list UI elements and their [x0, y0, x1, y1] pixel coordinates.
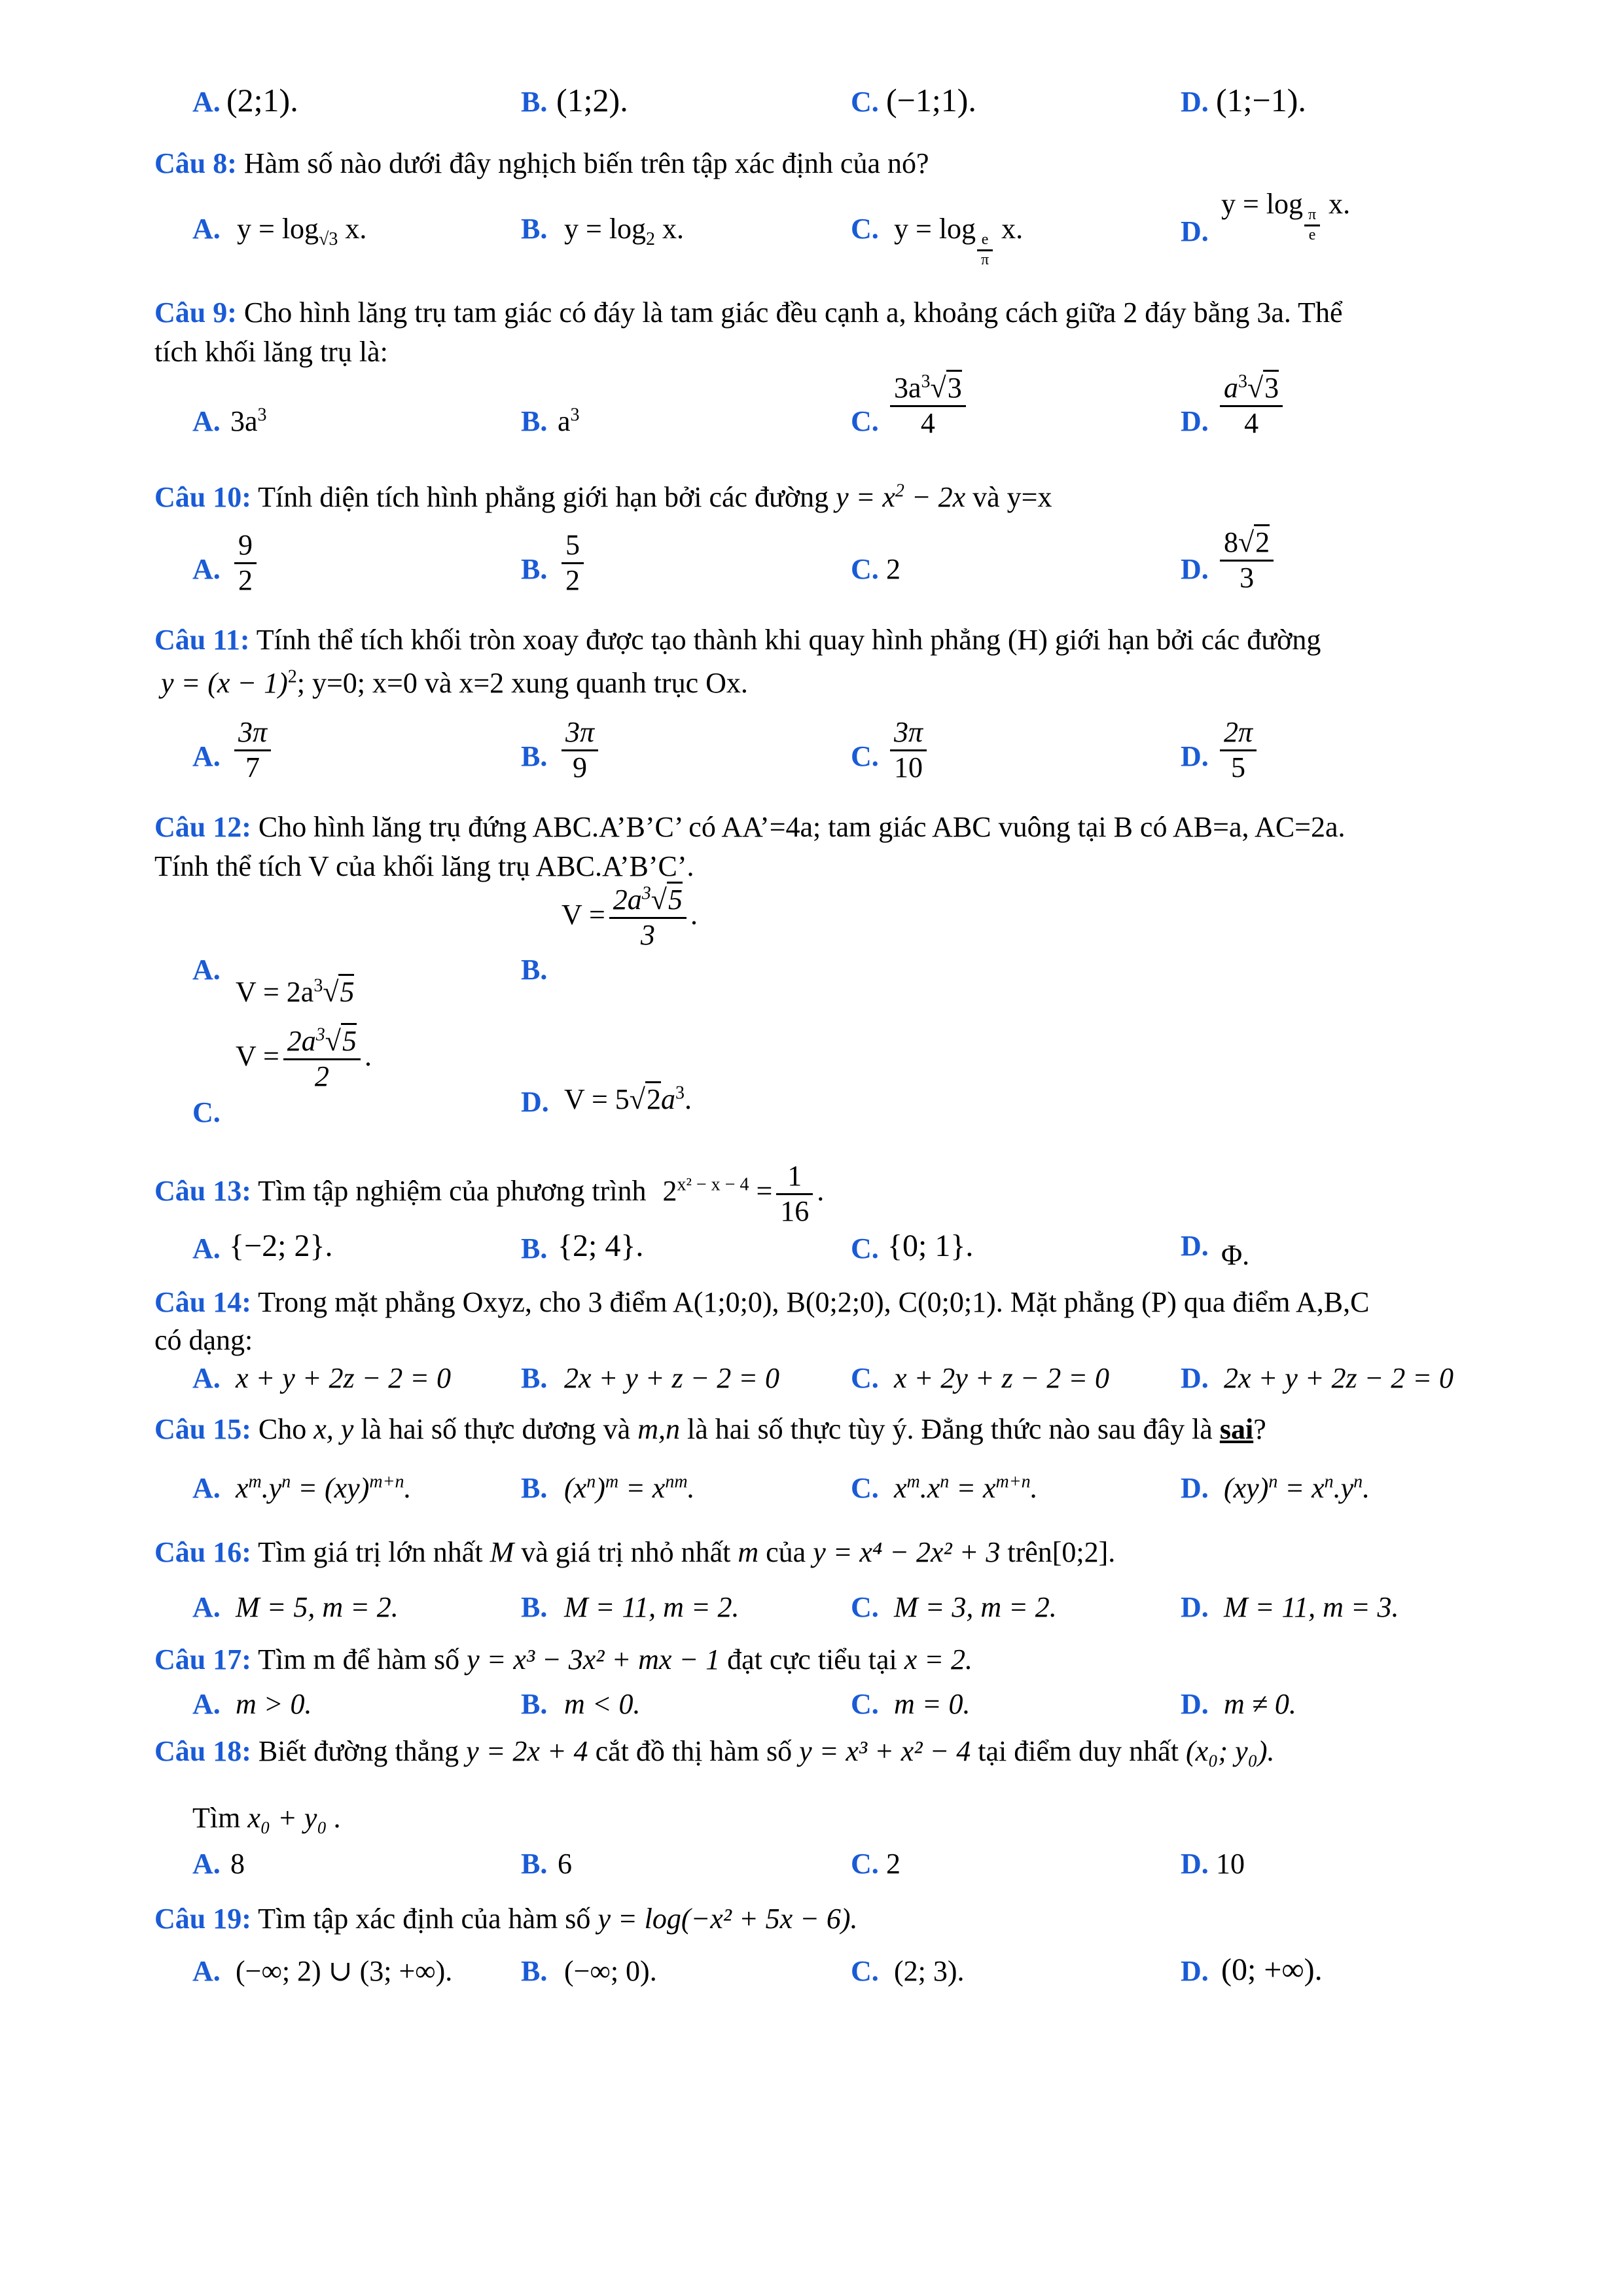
q16-option-a-label: A.	[192, 1591, 221, 1623]
q8-a-base: √3	[319, 228, 338, 249]
q19-option-b-label: B.	[521, 1955, 548, 1987]
q8-a-log: y = log	[237, 213, 319, 245]
q11-b-den: 9	[573, 751, 588, 783]
q8-b-base: 2	[646, 228, 656, 249]
q10-a-num: 9	[234, 529, 257, 564]
q17-t2: đạt cực tiểu tại	[720, 1643, 904, 1676]
q10-label: Câu 10:	[154, 481, 251, 513]
q8-c-base-den: π	[981, 251, 990, 268]
q11-stem-line2: $y = (x - 1)^2$; y=0; x=0 và x=2 xung quanh trục Ox.	[161, 666, 748, 699]
q18-option-a: 8	[230, 1848, 245, 1880]
q8-option-d	[1221, 186, 1350, 245]
q17-option-a: m > 0.	[236, 1688, 312, 1720]
q9-d-sqrt: 3	[1263, 370, 1279, 404]
q9-label: Câu 9:	[154, 296, 237, 329]
q16-expr: y = x⁴ − 2x² + 3	[813, 1536, 1001, 1568]
q18-option-b-label: B.	[521, 1848, 548, 1880]
q16-m: m	[738, 1536, 759, 1568]
q14-label: Câu 14:	[154, 1286, 251, 1318]
q11-option-b-label: B.	[521, 740, 548, 772]
q11-c-num: 3π	[890, 716, 927, 751]
q14-option-c: x + 2y + z − 2 = 0	[894, 1362, 1109, 1394]
q18-option-c-label: C.	[851, 1848, 879, 1880]
q8-option-a-label: A.	[192, 213, 221, 245]
q15-option-b: $(x^n)^m = x^{nm}$.	[564, 1471, 695, 1504]
q15-v2: m,n	[637, 1413, 680, 1445]
q9-c-num: 3a	[894, 372, 921, 404]
q7-option-b-label: B.	[521, 86, 548, 118]
q9-c-den: 4	[920, 406, 935, 439]
q11-text1: Tính thể tích khối tròn xoay được tạo thành khi quay hình phẳng (H) giới hạn bởi các đường	[256, 624, 1321, 656]
q12-d-tail: a	[660, 1083, 675, 1115]
q16-label: Câu 16:	[154, 1536, 251, 1568]
q10-option-d-label: D.	[1181, 553, 1209, 585]
q9-option-d: $\frac{a^3√3}{4}$	[1216, 372, 1287, 440]
q11-d-den: 5	[1231, 751, 1246, 783]
q9-option-a-label: A.	[192, 405, 221, 437]
q16-option-a: M = 5, m = 2.	[236, 1591, 399, 1623]
q10-expr-b: − 2x	[904, 481, 966, 513]
q8-option-b	[564, 211, 684, 247]
q8-option-a	[237, 211, 366, 247]
q7-option-b: (1;2).	[556, 82, 628, 118]
q9-b-base: a	[558, 405, 571, 437]
q13-option-c: {0; 1}.	[887, 1229, 974, 1263]
q19-option-c: (2; 3).	[894, 1955, 965, 1987]
q18-t3: tại điểm duy nhất	[971, 1735, 1186, 1767]
q18-option-c: 2	[886, 1848, 901, 1880]
q16-option-c-label: C.	[851, 1591, 879, 1623]
q7-option-c: (−1;1).	[886, 82, 976, 118]
q18-option-b: 6	[558, 1848, 572, 1880]
q9-text1: Cho hình lăng trụ tam giác có đáy là tam giác đều cạnh a, khoảng cách giữa 2 đáy bằng 3a. Thể	[243, 296, 1343, 329]
q16-interval: [0;2].	[1052, 1536, 1116, 1568]
q12-option-d-label: D.	[521, 1086, 549, 1118]
q12-b-sqrt: 5	[667, 882, 683, 916]
q13-option-a-label: A.	[192, 1232, 221, 1265]
q12-text1: Cho hình lăng trụ đứng ABC.A’B’C’ có AA’=4a; tam giác ABC vuông tại B có AB=a, AC=2a.	[258, 811, 1346, 843]
q17-label: Câu 17:	[154, 1643, 251, 1676]
q9-option-b	[558, 403, 580, 439]
q9-option-a	[230, 403, 267, 439]
q11-option-c-label: C.	[851, 740, 879, 772]
q17-option-c: m = 0.	[894, 1688, 971, 1720]
q13-option-d-label: D.	[1181, 1230, 1209, 1262]
q13-num: 1	[776, 1160, 813, 1195]
q15-option-d-label: D.	[1181, 1472, 1209, 1504]
q13-option-c-label: C.	[851, 1232, 879, 1265]
q7-option-d-label: D.	[1181, 86, 1209, 118]
q12-a-sqrt: 5	[338, 974, 354, 1008]
q14-stem-line1	[154, 1284, 1369, 1320]
q11-option-a	[230, 716, 275, 784]
q12-option-d: $V = 5√2a^3$.	[564, 1081, 692, 1117]
q8-c-end: x.	[994, 213, 1024, 245]
q7-option-c-label: C.	[851, 86, 879, 118]
q11-option-c	[886, 716, 931, 784]
q12-c-den: 2	[314, 1060, 329, 1092]
q8-option-d-label: D.	[1181, 215, 1209, 247]
q9-c-sqrt: 3	[946, 370, 962, 404]
q13-option-b: {2; 4}.	[558, 1229, 644, 1263]
q8-b-log: y = log	[564, 213, 647, 245]
q16-option-d-label: D.	[1181, 1591, 1209, 1623]
q15-stem	[154, 1411, 1266, 1447]
q12-c-num: 2a	[287, 1025, 316, 1057]
q11-option-d	[1216, 716, 1260, 784]
q8-a-end: x.	[338, 213, 367, 245]
q12-option-b-label: B.	[521, 954, 548, 986]
q17-x: x = 2.	[904, 1643, 972, 1676]
q16-option-b-label: B.	[521, 1591, 548, 1623]
q17-option-a-label: A.	[192, 1688, 221, 1720]
q10-option-c-label: C.	[851, 553, 879, 585]
q10-option-b	[558, 529, 588, 597]
q18-label: Câu 18:	[154, 1735, 251, 1767]
q12-c-pre: V =	[236, 1040, 279, 1073]
q12-label: Câu 12:	[154, 811, 251, 843]
q15-option-d: $(xy)^n = x^n.y^n$.	[1224, 1471, 1370, 1504]
q10-tail: và y=x	[965, 481, 1052, 513]
q7-option-a-label: A.	[192, 86, 221, 118]
q11-label: Câu 11:	[154, 624, 250, 656]
q12-option-c: V = $\frac{2a^3√5}{2}$ .	[236, 1025, 372, 1093]
q19-option-d: (0; +∞).	[1221, 1952, 1323, 1987]
q11-text2: ; y=0; x=0 và x=2 xung quanh trục Ox.	[296, 667, 748, 699]
q8-stem	[154, 145, 929, 181]
q8-d-base-num: π	[1304, 206, 1320, 226]
q18-e3: x₀ + y₀ .	[247, 1802, 342, 1834]
q7-option-a: (2;1).	[226, 82, 298, 118]
q14-option-a: x + y + 2z − 2 = 0	[236, 1362, 451, 1394]
q8-c-log: y = log	[894, 213, 976, 245]
q9-a-base: 3a	[230, 405, 258, 437]
q17-stem	[154, 1641, 972, 1677]
q11-d-num: 2π	[1220, 716, 1257, 751]
q14-text1: Trong mặt phẳng Oxyz, cho 3 điểm A(1;0;0), B(0;2;0), C(0;0;1). Mặt phẳng (P) qua điểm A,B,C	[258, 1286, 1370, 1318]
q16-t1: Tìm giá trị lớn nhất	[258, 1536, 490, 1568]
q12-d-pre: V = 5	[564, 1083, 630, 1115]
q10-d-num: 8	[1224, 526, 1238, 558]
q16-t4: trên	[1000, 1536, 1052, 1568]
q11-option-b	[558, 716, 602, 784]
q10-b-num: 5	[562, 529, 584, 564]
q18-option-d-label: D.	[1181, 1848, 1209, 1880]
q16-t2: và giá trị nhỏ nhất	[514, 1536, 738, 1568]
q18-stem	[154, 1733, 1275, 1769]
q9-text2: tích khối lăng trụ là:	[154, 336, 388, 368]
q15-t1: Cho	[258, 1413, 314, 1445]
q19-option-b: (−∞; 0).	[564, 1955, 657, 1987]
q10-d-den: 3	[1240, 561, 1255, 594]
q9-b-exp: 3	[570, 404, 580, 425]
q18-t1: Biết đường thẳng	[258, 1735, 467, 1767]
q13-stem: Câu 13: Tìm tập nghiệm của phương trình $2^{x^2 - x - 4}$ = $\frac{1}{16}$ .	[154, 1160, 825, 1227]
q18-option-d: 10	[1216, 1848, 1245, 1880]
q8-option-b-label: B.	[521, 213, 548, 245]
q13-option-a: {−2; 2}.	[229, 1229, 333, 1263]
q12-stem-line1	[154, 809, 1346, 845]
q13-den: 16	[780, 1194, 810, 1227]
q11-option-d-label: D.	[1181, 740, 1209, 772]
q16-stem	[154, 1534, 1115, 1570]
q12-b-den: 3	[640, 918, 655, 951]
q15-label: Câu 15:	[154, 1413, 251, 1445]
q12-a-text: V = 2a	[236, 976, 314, 1008]
q19-option-a: (−∞; 2) ∪ (3; +∞).	[236, 1955, 453, 1987]
q16-option-b: M = 11, m = 2.	[564, 1591, 740, 1623]
q12-d-sqrt: 2	[645, 1081, 661, 1115]
q19-stem	[154, 1901, 858, 1937]
q14-option-b: 2x + y + z − 2 = 0	[564, 1362, 779, 1394]
q13-option-d: Φ.	[1221, 1239, 1250, 1271]
q19-option-d-label: D.	[1181, 1955, 1209, 1987]
q17-expr: y = x³ − 3x² + mx − 1	[467, 1643, 721, 1676]
q8-b-end: x.	[655, 213, 685, 245]
q13-eq: =	[749, 1175, 773, 1208]
q12-option-c-label: C.	[192, 1096, 221, 1128]
q15-t4: ?	[1253, 1413, 1266, 1445]
q10-option-c: 2	[886, 553, 901, 585]
q10-d-sqrt: 2	[1254, 524, 1270, 558]
q11-a-num: 3π	[234, 716, 271, 751]
q17-option-b-label: B.	[521, 1688, 548, 1720]
q18-option-a-label: A.	[192, 1848, 221, 1880]
q19-t1: Tìm tập xác định của hàm số	[258, 1903, 598, 1935]
q15-option-c-label: C.	[851, 1472, 879, 1504]
q18-e1: y = 2x + 4	[466, 1735, 588, 1767]
q8-option-c	[894, 211, 1023, 270]
q10-expr: $y = x^2 - 2x$	[836, 480, 966, 513]
q17-option-b: m < 0.	[564, 1688, 641, 1720]
q12-option-a-label: A.	[192, 954, 221, 986]
q13-label: Câu 13:	[154, 1175, 251, 1208]
q10-option-a	[230, 529, 260, 597]
q7-option-d: (1;−1).	[1216, 82, 1306, 118]
q19-option-c-label: C.	[851, 1955, 879, 1987]
q18-stem-line2	[192, 1800, 342, 1836]
q15-option-b-label: B.	[521, 1472, 548, 1504]
q15-t3: là hai số thực tùy ý. Đẳng thức nào sau đây là	[680, 1413, 1220, 1445]
q19-expr: y = log(−x² + 5x − 6).	[597, 1903, 858, 1935]
q10-option-d: $\frac{8√2}{3}$	[1216, 526, 1277, 594]
q8-label: Câu 8:	[154, 147, 237, 179]
q9-option-c-label: C.	[851, 405, 879, 437]
q14-option-b-label: B.	[521, 1362, 548, 1394]
q15-t2: là hai số thực dương và	[353, 1413, 638, 1445]
q12-b-pre: V =	[562, 899, 605, 931]
q11-expr: y = (x − 1)	[161, 667, 288, 699]
q9-stem-line1	[154, 295, 1342, 331]
q8-text: Hàm số nào dưới đây nghịch biến trên tập xác định của nó?	[243, 147, 929, 179]
q9-option-b-label: B.	[521, 405, 548, 437]
q8-option-c-label: C.	[851, 213, 879, 245]
q17-option-c-label: C.	[851, 1688, 879, 1720]
q15-option-c: $x^m.x^n = x^{m+n}$.	[894, 1471, 1038, 1504]
q11-b-num: 3π	[562, 716, 598, 751]
q10-option-a-label: A.	[192, 553, 221, 585]
q12-option-a: $V = 2a^3√5$	[236, 974, 354, 1010]
q8-d-log: y = log	[1221, 188, 1304, 220]
q12-text2: Tính thể tích V của khối lăng trụ ABC.A’B’C’.	[154, 850, 694, 882]
q12-c-sqrt: 5	[341, 1023, 357, 1057]
q8-d-end: x.	[1321, 188, 1351, 220]
q18-pt: (x₀; y₀).	[1185, 1735, 1275, 1767]
q18-e2: y = x³ + x² − 4	[799, 1735, 971, 1767]
q13-exp: x² − x − 4	[677, 1174, 749, 1195]
q18-t4: Tìm	[192, 1802, 248, 1834]
q17-t1: Tìm m để hàm số	[258, 1643, 467, 1676]
q8-d-base-den: e	[1308, 226, 1316, 243]
q19-option-a-label: A.	[192, 1955, 221, 1987]
q12-option-b: V = $\frac{2a^3√5}{3}$ .	[562, 884, 698, 952]
q16-option-d: M = 11, m = 3.	[1224, 1591, 1399, 1623]
q16-M: M	[490, 1536, 514, 1568]
q9-a-exp: 3	[257, 404, 267, 425]
q14-option-a-label: A.	[192, 1362, 221, 1394]
q10-b-den: 2	[565, 564, 580, 596]
q14-text2: có dạng:	[154, 1324, 253, 1356]
q15-v1: x, y	[313, 1413, 354, 1445]
q11-stem-line1	[154, 622, 1321, 658]
q10-expr-a: y = x	[836, 481, 895, 513]
q13-text: Tìm tập nghiệm của phương trình	[258, 1175, 647, 1208]
q14-option-c-label: C.	[851, 1362, 879, 1394]
q11-option-a-label: A.	[192, 740, 221, 772]
q14-option-d-label: D.	[1181, 1362, 1209, 1394]
q9-d-den: 4	[1244, 406, 1259, 439]
q10-option-b-label: B.	[521, 553, 548, 585]
q17-option-d-label: D.	[1181, 1688, 1209, 1720]
q12-b-num: 2a	[613, 884, 642, 916]
q17-option-d: m ≠ 0.	[1224, 1688, 1296, 1720]
q9-d-num: a	[1224, 372, 1238, 404]
q15-option-a: $x^m.y^n = (xy)^{m+n}$.	[236, 1471, 412, 1504]
q8-c-base-num: e	[977, 231, 993, 251]
q16-option-c: M = 3, m = 2.	[894, 1591, 1057, 1623]
q13-option-b-label: B.	[521, 1232, 548, 1265]
q9-option-c: $\frac{3a^3√3}{4}$	[886, 372, 970, 440]
q10-stem	[154, 479, 1052, 515]
q9-option-d-label: D.	[1181, 405, 1209, 437]
q13-base: 2	[662, 1175, 677, 1208]
q18-t2: cắt đồ thị hàm số	[588, 1735, 800, 1767]
q11-c-den: 10	[894, 751, 923, 783]
q15-sai: sai	[1219, 1413, 1254, 1445]
q15-option-a-label: A.	[192, 1472, 221, 1504]
q14-option-d: 2x + y + 2z − 2 = 0	[1224, 1362, 1454, 1394]
q19-label: Câu 19:	[154, 1903, 251, 1935]
q10-a-den: 2	[238, 564, 253, 596]
q10-text: Tính diện tích hình phẳng giới hạn bởi các đường	[258, 481, 829, 513]
q16-t3: của	[758, 1536, 813, 1568]
q11-a-den: 7	[245, 751, 260, 783]
